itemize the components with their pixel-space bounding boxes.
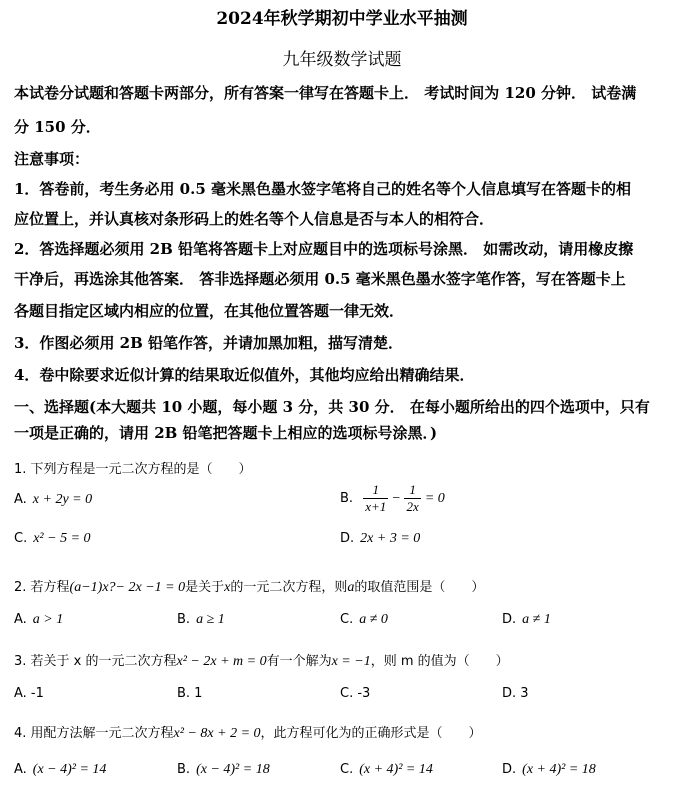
notice-item-2-line-3: 各题目指定区域内相应的位置，在其他位置答题一律无效． xyxy=(14,302,405,320)
question-3-option-a[interactable]: A. -1 xyxy=(14,686,44,701)
notice-item-1-line-2: 应位置上，并认真核对条形码上的姓名等个人信息是否与本人的相符合． xyxy=(14,210,495,228)
question-3-stem: 3. 若关于 x 的一元二次方程x² − 2x + m = 0有一个解为x = −1，则 m 的值为（ ） xyxy=(14,654,509,669)
question-3-option-c[interactable]: C. -3 xyxy=(340,686,371,701)
fraction: $\frac{1}{x+1}$ xyxy=(365,482,387,514)
intro-line-2: 分 150 分． xyxy=(14,118,101,136)
notice-title: 注意事项： xyxy=(14,150,90,168)
section-1-line-1: 一、选择题(本大题共 10 小题，每小题 3 分，共 30 分． 在每小题所给出的四个选项中，只有 xyxy=(14,398,650,416)
exam-subtitle: 九年级数学试题 xyxy=(282,50,402,70)
notice-item-1-line-1: 1．答卷前，考生务必用 0.5 毫米黑色墨水签字笔将自己的姓名等个人信息填写在答题卡的相 xyxy=(14,180,631,198)
question-2-option-a[interactable]: A. a > 1 xyxy=(14,612,64,627)
notice-item-4: 4．卷中除要求近似计算的结果取近似值外，其他均应给出精确结果． xyxy=(14,366,475,384)
question-1-option-a[interactable]: A. x + 2y = 0 xyxy=(14,492,93,507)
notice-item-3: 3．作图必须用 2B 铅笔作答，并请加黑加粗，描写清楚． xyxy=(14,334,403,352)
question-2-option-d[interactable]: D. a ≠ 1 xyxy=(502,612,551,627)
question-4-option-d[interactable]: D. (x + 4)² = 18 xyxy=(502,762,596,777)
question-1-stem: 1. 下列方程是一元二次方程的是（ ） xyxy=(14,462,252,477)
question-1-option-b[interactable]: B. $\frac{1}{x+1}$ − $\frac{1}{2x}$ = 0 xyxy=(340,482,445,514)
question-2-stem: 2. 若方程(a−1)x?− 2x −1 = 0是关于x的一元二次方程，则a的取值范围是（ ） xyxy=(14,580,485,595)
question-4-option-a[interactable]: A. (x − 4)² = 14 xyxy=(14,762,107,777)
question-2-option-c[interactable]: C. a ≠ 0 xyxy=(340,612,388,627)
intro-line-1: 本试卷分试题和答题卡两部分，所有答案一律写在答题卡上． 考试时间为 120 分钟． 试卷满 xyxy=(14,84,637,102)
question-1-option-d[interactable]: D. 2x + 3 = 0 xyxy=(340,531,421,546)
exam-title: 2024年秋学期初中学业水平抽测 xyxy=(216,9,468,29)
question-2-option-b[interactable]: B. a ≥ 1 xyxy=(177,612,225,627)
question-4-stem: 4. 用配方法解一元二次方程x² − 8x + 2 = 0，此方程可化为的正确形式是（ ） xyxy=(14,726,482,741)
question-1-option-c[interactable]: C. x² − 5 = 0 xyxy=(14,531,91,546)
fraction: $\frac{1}{2x}$ xyxy=(406,482,419,514)
notice-item-2-line-1: 2．答选择题必须用 2B 铅笔将答题卡上对应题目中的选项标号涂黑． 如需改动，请用橡皮擦 xyxy=(14,240,634,258)
question-4-option-c[interactable]: C. (x + 4)² = 14 xyxy=(340,762,433,777)
question-4-option-b[interactable]: B. (x − 4)² = 18 xyxy=(177,762,270,777)
section-1-line-2: 一项是正确的，请用 2B 铅笔把答题卡上相应的选项标号涂黑．) xyxy=(14,424,438,442)
notice-item-2-line-2: 干净后，再选涂其他答案． 答非选择题必须用 0.5 毫米黑色墨水签字笔作答，写在答题卡上 xyxy=(14,270,626,288)
question-3-option-d[interactable]: D. 3 xyxy=(502,686,529,701)
question-3-option-b[interactable]: B. 1 xyxy=(177,686,203,701)
